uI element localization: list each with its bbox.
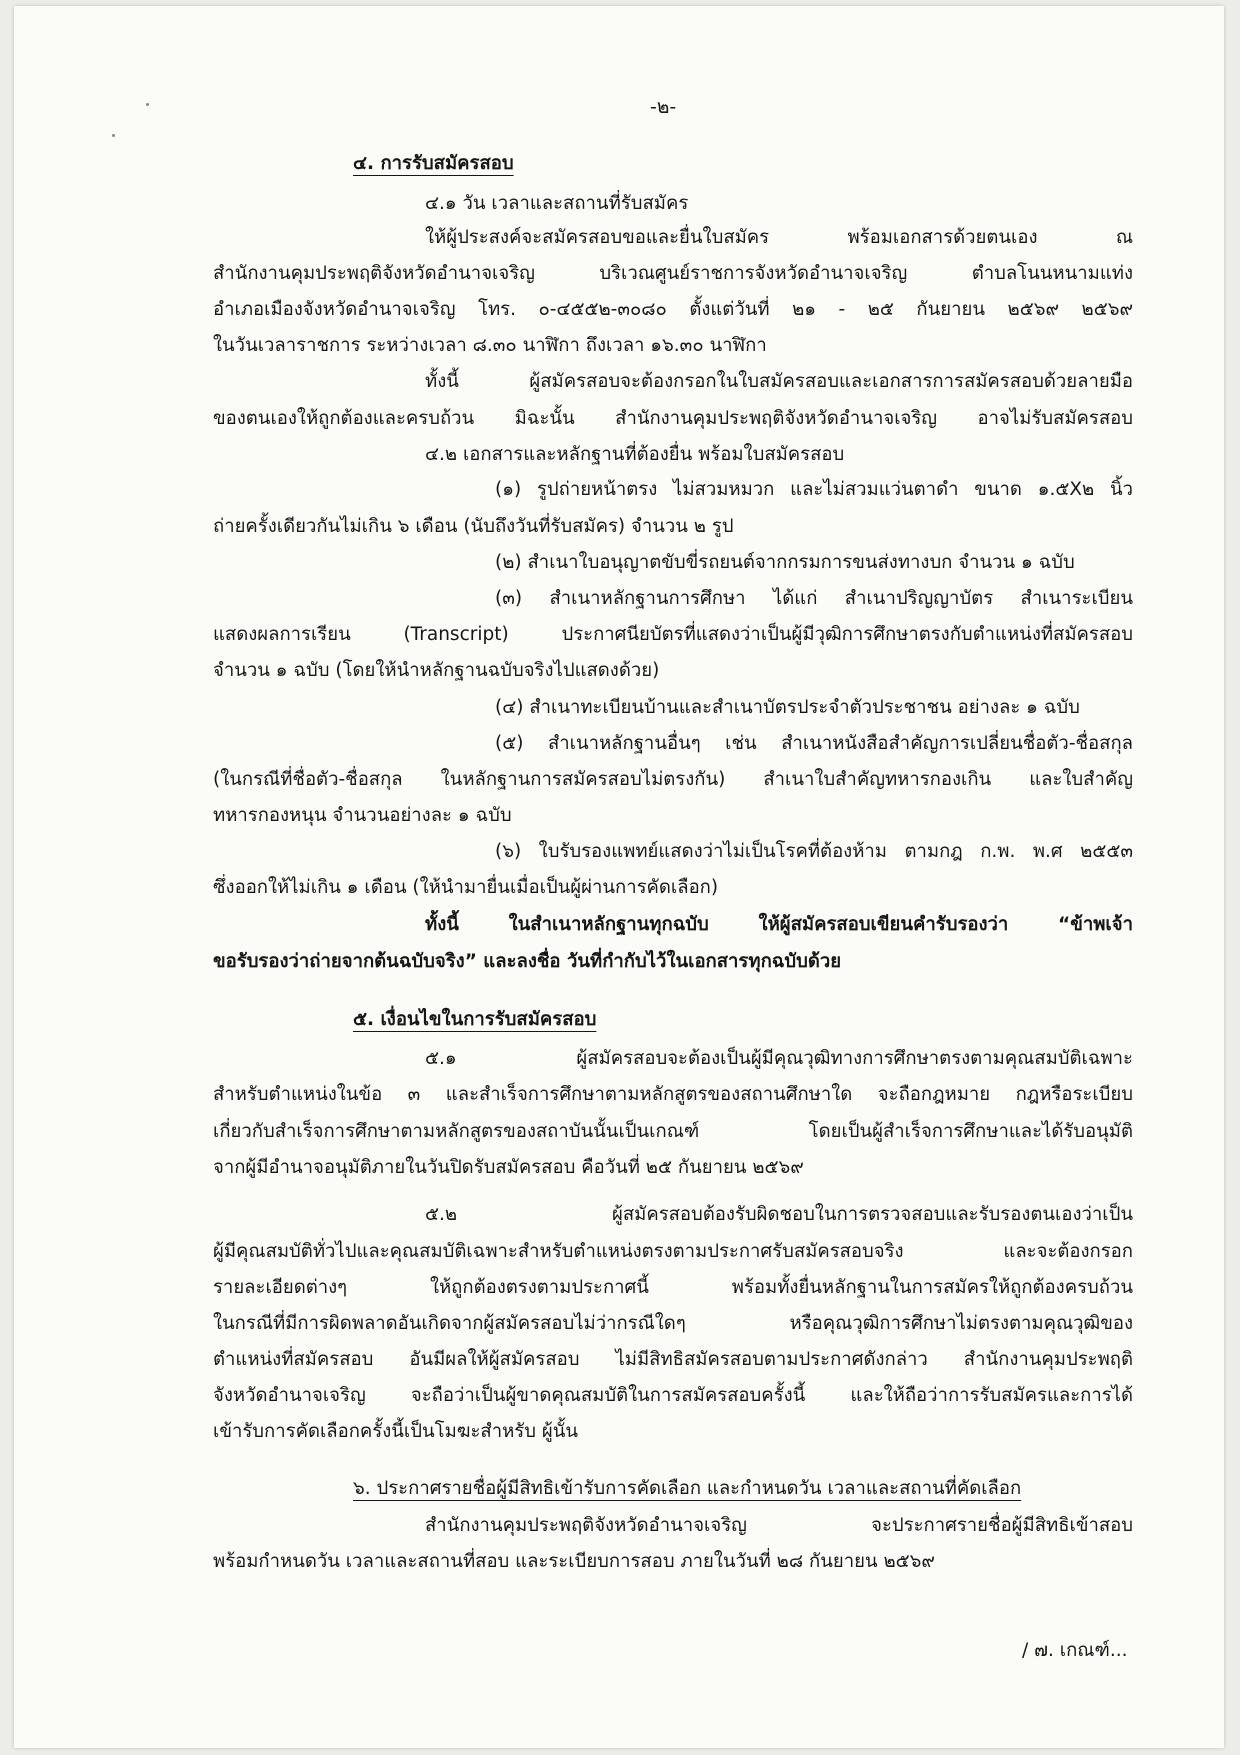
body-text-line: ซึ่งออกให้ไม่เกิน ๑ เดือน (ให้นำมายื่นเมื่อเป็นผู้ผ่านการคัดเลือก): [213, 877, 719, 898]
body-text-line: จำนวน ๑ ฉบับ (โดยให้นำหลักฐานฉบับจริงไปแสดงด้วย): [213, 660, 660, 681]
body-text-line: (๓) สำเนาหลักฐานการศึกษา ได้แก่ สำเนาปริญญาบัตร สำเนาระเบียน: [495, 588, 1133, 609]
section-heading: ๕. เงื่อนไขในการรับสมัครสอบ: [353, 1009, 597, 1030]
body-text-line: ในวันเวลาราชการ ระหว่างเวลา ๘.๓๐ นาฬิกา ถึงเวลา ๑๖.๓๐ นาฬิกา: [213, 335, 767, 356]
body-text-line: (ในกรณีที่ชื่อตัว-ชื่อสกุล ในหลักฐานการสมัครสอบไม่ตรงกัน) สำเนาใบสำคัญทหารกองเกิน และใบสำคัญ: [213, 769, 1133, 790]
body-text-line: ทหารกองหนุน จำนวนอย่างละ ๑ ฉบับ: [213, 805, 512, 826]
body-text-line: (๕) สำเนาหลักฐานอื่นๆ เช่น สำเนาหนังสือสำคัญการเปลี่ยนชื่อตัว-ชื่อสกุล: [495, 733, 1133, 754]
page-number: -๒-: [650, 96, 677, 118]
body-text-line: (๒) สำเนาใบอนุญาตขับขี่รถยนต์จากกรมการขนส่งทางบก จำนวน ๑ ฉบับ: [495, 552, 1075, 573]
body-text-line: ทั้งนี้ ผู้สมัครสอบจะต้องกรอกในใบสมัครสอบและเอกสารการสมัครสอบด้วยลายมือ: [425, 371, 1133, 392]
scan-speck: [146, 103, 149, 106]
body-text-line: ตำแหน่งที่สมัครสอบ อันมีผลให้ผู้สมัครสอบ ไม่มีสิทธิสมัครสอบตามประกาศดังกล่าว สำนักงานคุมประพฤติ: [213, 1349, 1133, 1370]
body-text-line: ถ่ายครั้งเดียวกันไม่เกิน ๖ เดือน (นับถึงวันที่รับสมัคร) จำนวน ๒ รูป: [213, 516, 734, 537]
body-text-line: ของตนเองให้ถูกต้องและครบถ้วน มิฉะนั้น สำนักงานคุมประพฤติจังหวัดอำนาจเจริญ อาจไม่รับสมัครสอบ: [213, 408, 1133, 429]
body-text-line: สำนักงานคุมประพฤติจังหวัดอำนาจเจริญ บริเวณศูนย์ราชการจังหวัดอำนาจเจริญ ตำบลโนนหนามแท่ง: [213, 263, 1133, 284]
body-text-line: ผู้มีคุณสมบัติทั่วไปและคุณสมบัติเฉพาะสำหรับตำแหน่งตรงตามประกาศรับสมัครสอบจริง และจะต้องกรอก: [213, 1241, 1133, 1262]
body-text-line: รายละเอียดต่างๆ ให้ถูกต้องตรงตามประกาศนี้ พร้อมทั้งยื่นหลักฐานในการสมัครให้ถูกต้องครบถ้วน: [213, 1277, 1133, 1298]
body-text-line: เข้ารับการคัดเลือกครั้งนี้เป็นโมฆะสำหรับ ผู้นั้น: [213, 1421, 578, 1442]
section-heading: ๖. ประกาศรายชื่อผู้มีสิทธิเข้ารับการคัดเลือก และกำหนดวัน เวลาและสถานที่คัดเลือก: [353, 1478, 1022, 1499]
body-text-line: พร้อมกำหนดวัน เวลาและสถานที่สอบ และระเบียบการสอบ ภายในวันที่ ๒๘ กันยายน ๒๕๖๙: [213, 1551, 935, 1572]
body-text-line: ๕.๒ ผู้สมัครสอบต้องรับผิดชอบในการตรวจสอบและรับรองตนเองว่าเป็น: [425, 1204, 1133, 1225]
body-text-line: จังหวัดอำนาจเจริญ จะถือว่าเป็นผู้ขาดคุณสมบัติในการสมัครสอบครั้งนี้ และให้ถือว่าการรับสมัครและการได้: [213, 1385, 1133, 1406]
section-heading: ๔. การรับสมัครสอบ: [353, 153, 514, 174]
body-text-line: ให้ผู้ประสงค์จะสมัครสอบขอและยื่นใบสมัคร พร้อมเอกสารด้วยตนเอง ณ: [425, 227, 1133, 248]
body-text-line: (๖) ใบรับรองแพทย์แสดงว่าไม่เป็นโรคที่ต้องห้าม ตามกฎ ก.พ. พ.ศ ๒๕๕๓: [495, 841, 1133, 862]
body-text-line: (๔) สำเนาทะเบียนบ้านและสำเนาบัตรประจำตัวประชาชน อย่างละ ๑ ฉบับ: [495, 697, 1080, 718]
body-text-line: อำเภอเมืองจังหวัดอำนาจเจริญ โทร. ๐-๔๕๕๒-๓๐๘๐ ตั้งแต่วันที่ ๒๑ - ๒๕ กันยายน ๒๕๖๙ ๒๕๖๙: [213, 299, 1133, 320]
continuation-footer: / ๗. เกณฑ์...: [1022, 1640, 1128, 1661]
body-text-line: ๔.๑ วัน เวลาและสถานที่รับสมัคร: [425, 193, 689, 214]
body-text-line: สำนักงานคุมประพฤติจังหวัดอำนาจเจริญ จะประกาศรายชื่อผู้มีสิทธิเข้าสอบ: [425, 1515, 1133, 1536]
body-text-line: ๕.๑ ผู้สมัครสอบจะต้องเป็นผู้มีคุณวุฒิทางการศึกษาตรงตามคุณสมบัติเฉพาะ: [425, 1048, 1133, 1069]
body-text-line: (๑) รูปถ่ายหน้าตรง ไม่สวมหมวก และไม่สวมแว่นตาดำ ขนาด ๑.๕X๒ นิ้ว: [495, 479, 1133, 500]
body-text-line: เกี่ยวกับสำเร็จการศึกษาตามหลักสูตรของสถาบันนั้นเป็นเกณฑ์ โดยเป็นผู้สำเร็จการศึกษาและได้รับอนุมัติ: [213, 1121, 1133, 1142]
body-text-line: ๔.๒ เอกสารและหลักฐานที่ต้องยื่น พร้อมใบสมัครสอบ: [425, 444, 845, 465]
body-text-line: สำหรับตำแหน่งในข้อ ๓ และสำเร็จการศึกษาตามหลักสูตรของสถานศึกษาใด จะถือกฎหมาย กฎหรือระเบียบ: [213, 1084, 1133, 1105]
scan-speck: [112, 134, 115, 137]
body-text-line: แสดงผลการเรียน (Transcript) ประกาศนียบัตรที่แสดงว่าเป็นผู้มีวุฒิการศึกษาตรงกับตำแหน่งที่สมัครสอบ: [213, 624, 1133, 645]
body-text-line: ทั้งนี้ ในสำเนาหลักฐานทุกฉบับ ให้ผู้สมัครสอบเขียนคำรับรองว่า “ข้าพเจ้า: [425, 914, 1133, 935]
body-text-line: ในกรณีที่มีการผิดพลาดอันเกิดจากผู้สมัครสอบไม่ว่ากรณีใดๆ หรือคุณวุฒิการศึกษาไม่ตรงตามคุณวุฒิของ: [213, 1313, 1133, 1334]
body-text-line: จากผู้มีอำนาจอนุมัติภายในวันปิดรับสมัครสอบ คือวันที่ ๒๕ กันยายน ๒๕๖๙: [213, 1157, 804, 1178]
body-text-line: ขอรับรองว่าถ่ายจากต้นฉบับจริง” และลงชื่อ วันที่กำกับไว้ในเอกสารทุกฉบับด้วย: [213, 951, 842, 972]
